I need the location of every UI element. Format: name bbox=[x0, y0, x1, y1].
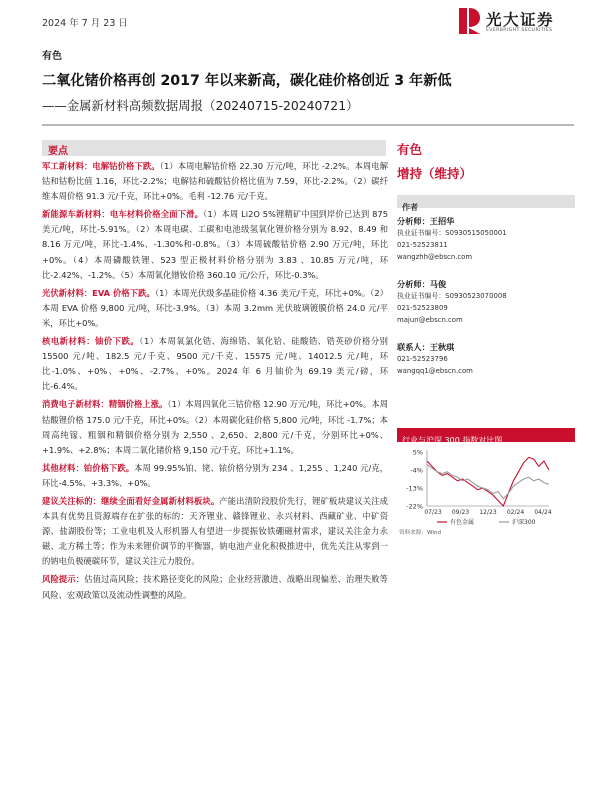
y-tick-label: 5% bbox=[412, 448, 423, 457]
title-divider bbox=[42, 124, 574, 126]
analyst-phone: 021-52523811 bbox=[397, 241, 448, 249]
paragraph-text: （1）本周氧氯化锆、海绵锆、氧化铪、硅酸锆、锆英砂价格分别 15500 元/吨、182.5 元/千克、9500 元/千克、15575 元/吨、14012.5 元/吨，环比-1.0%、+0%、+0%、-2.7%、+0%。2024 年 6 月铀价为 69.19 美元/磅，环比-6.4%。 bbox=[42, 336, 388, 392]
key-points-body bbox=[42, 159, 388, 606]
contact-email[interactable]: wangqq1@ebscn.com bbox=[397, 367, 473, 375]
logo-english-name: EVERBRIGHT SECURITIES bbox=[486, 28, 553, 33]
key-points-label: 要点 bbox=[48, 146, 68, 157]
series-line-csi300 bbox=[427, 465, 549, 499]
paragraph-text: 本周 99.95%铂、铑、铱价格分别为 234 、1,255 、1,240 元/克，环比-4.5%、+3.3%、+0%。 bbox=[42, 462, 388, 488]
paragraph-recommendation bbox=[42, 494, 388, 569]
y-tick-label: -4% bbox=[410, 466, 423, 475]
paragraph-consumer-electronics bbox=[42, 397, 388, 457]
everbright-logo-icon bbox=[456, 6, 482, 36]
analyst-name: 分析师：王招华 bbox=[397, 216, 455, 226]
paragraph-text: （1）本周四氧化三钴价格 12.90 万元/吨，环比+0%。本周钴酸锂价格 175.0 元/千克，环比+0%。（2）本周碳化硅价格 5,800 元/吨，环比 -1.7%；本周高纯镓、粗铟和精铟价格分别为 2,550 、2,650、2,800 元/千克，分别环比+0%、+1.9%、+2.8%；本周二氧化锗价格 9,150 元/千克，环比+1.1%。 bbox=[42, 399, 388, 455]
x-tick-label: 04/24 bbox=[534, 509, 552, 516]
paragraph-text: （1）本周 Li2O 5%锂精矿中国到岸价已达到 875 美元/吨，环比-5.91%。（2）本周电碳、工碳和电池级氢氧化锂价格分别为 8.92、8.49 和 8.16 万元/吨，环比-1.4%、-1.30%和-0.8%。（3）本周硫酸钴价格 2.90 万元/吨，环比+0%。（4）本周磷酸铁锂、523 型正极材料价格分别为 3.83 、10.85 万元/吨，环比-2.42%、-1.2%。（5）本周氧化镨钕价格 360.10 元/公斤，环比-0.3%。 bbox=[42, 209, 388, 280]
paragraph-lead: 军工新材料：电解钴价格下跌。 bbox=[42, 161, 160, 171]
chart-title-bar bbox=[397, 428, 575, 445]
y-tick-label: -13% bbox=[406, 484, 423, 493]
paragraph-ev bbox=[42, 207, 388, 282]
paragraph-text: 估值过高风险；技术路径变化的风险；企业经营激进、战略出现偏差、治理失败等风险、宏观政策以及流动性调整的风险。 bbox=[42, 574, 388, 600]
paragraph-pv bbox=[42, 286, 388, 331]
paragraph-lead: 消费电子新材料：精铟价格上涨。 bbox=[42, 399, 168, 410]
x-tick-label: 09/23 bbox=[451, 509, 470, 516]
sidebar bbox=[397, 140, 575, 377]
x-tick-label: 12/23 bbox=[479, 509, 497, 516]
chart-source: 资料来源：Wind bbox=[399, 530, 442, 536]
rating-value: 增持（维持） bbox=[397, 166, 473, 181]
analyst-email[interactable]: wangzhh@ebscn.com bbox=[397, 253, 473, 261]
paragraph-lead: 核电新材料：铀价下跌。 bbox=[42, 336, 140, 347]
paragraph-text: （1）本周光伏级多晶硅价格 4.36 美元/千克，环比+0%。（2）本周 EVA 价格 9,800 元/吨，环比-3.9%。（3）本周 3.2mm 光伏玻璃镀膜价格 24.0 元/平米，环比+0%。 bbox=[42, 287, 388, 328]
paragraph-lead: 其他材料：铂价格下跌。 bbox=[42, 462, 135, 473]
analyst-card bbox=[397, 278, 575, 326]
chart-title: 行业与沪深 300 指数对比图 bbox=[402, 436, 503, 445]
x-tick-label: 07/23 bbox=[424, 509, 442, 516]
analyst-card bbox=[397, 215, 575, 263]
performance-chart bbox=[397, 444, 575, 528]
paragraph-risk bbox=[42, 572, 388, 602]
report-date: 2024 年 7 月 23 日 bbox=[42, 18, 128, 29]
paragraph-lead: 风险提示： bbox=[42, 574, 85, 585]
analyst-license: 执业证书编号：S0930515050001 bbox=[397, 229, 507, 237]
author-header bbox=[397, 195, 575, 212]
analyst-license: 执业证书编号：S0930523070008 bbox=[397, 292, 507, 300]
contact-phone: 021-52523796 bbox=[397, 355, 448, 363]
paragraph-nuclear bbox=[42, 334, 388, 394]
series-line-nonferrous bbox=[427, 457, 549, 506]
paragraph-lead: 光伏新材料：EVA 价格下跌。 bbox=[42, 287, 155, 298]
analyst-email[interactable]: majun@ebscn.com bbox=[397, 316, 463, 324]
industry-label: 有色 bbox=[42, 51, 62, 62]
legend-label: 沪深300 bbox=[512, 519, 536, 526]
x-tick-label: 02/24 bbox=[506, 509, 525, 516]
report-title: 二氧化锗价格再创 2017 年以来新高，碳化硅价格创近 3 年新低 bbox=[42, 73, 452, 89]
paragraph-military bbox=[42, 159, 388, 204]
legend-label: 有色金属 bbox=[450, 519, 475, 526]
contact-name: 联系人：王秋琪 bbox=[397, 342, 455, 352]
rating-industry: 有色 bbox=[397, 142, 423, 157]
paragraph-lead: 新能源车新材料：电车材料价格全面下滑。 bbox=[42, 209, 204, 220]
paragraph-other bbox=[42, 461, 388, 491]
paragraph-text: （1）本周电解钴价格 22.30 万元/吨，环比 -2.2%。本周电解钴和钴粉比值 1.16，环比-2.2%；电解钴和硫酸钴价格比值为 7.59，环比-2.2%。（2）碳纤维本周价格 91.3 元/千克，环比+0%。毛利 -12.76 元/千克。 bbox=[42, 161, 388, 202]
author-label: 作者 bbox=[402, 203, 418, 212]
paragraph-lead: 建议关注标的：继续全面看好金属新材料板块。 bbox=[42, 495, 220, 506]
contact-card bbox=[397, 341, 575, 377]
report-subtitle: ——金属新材料高频数据周报（20240715-20240721） bbox=[42, 98, 359, 113]
logo-chinese-name: 光大证券 bbox=[486, 11, 555, 29]
analyst-phone: 021-52523809 bbox=[397, 304, 448, 312]
analyst-name: 分析师：马俊 bbox=[397, 279, 447, 289]
paragraph-text: 产能出清阶段股价先行，锂矿板块建议关注成本具有优势且资源端存在扩张的标的：天齐锂业、赣锋锂业、永兴材料、西藏矿业、中矿资源、盐湖股份等；工业电机及人形机器人有望进一步提振钕铁硼磁材需求，建议关注金力永磁、北方稀土等；作为未来锂价调节的平衡器，钠电池产业化积极推进中，优先关注从零到一的钠电负极硬碳环节，建议关注元力股份。 bbox=[42, 495, 388, 567]
y-tick-label: -22% bbox=[406, 502, 423, 511]
brand-logo bbox=[456, 6, 574, 38]
key-points-header bbox=[42, 140, 386, 156]
